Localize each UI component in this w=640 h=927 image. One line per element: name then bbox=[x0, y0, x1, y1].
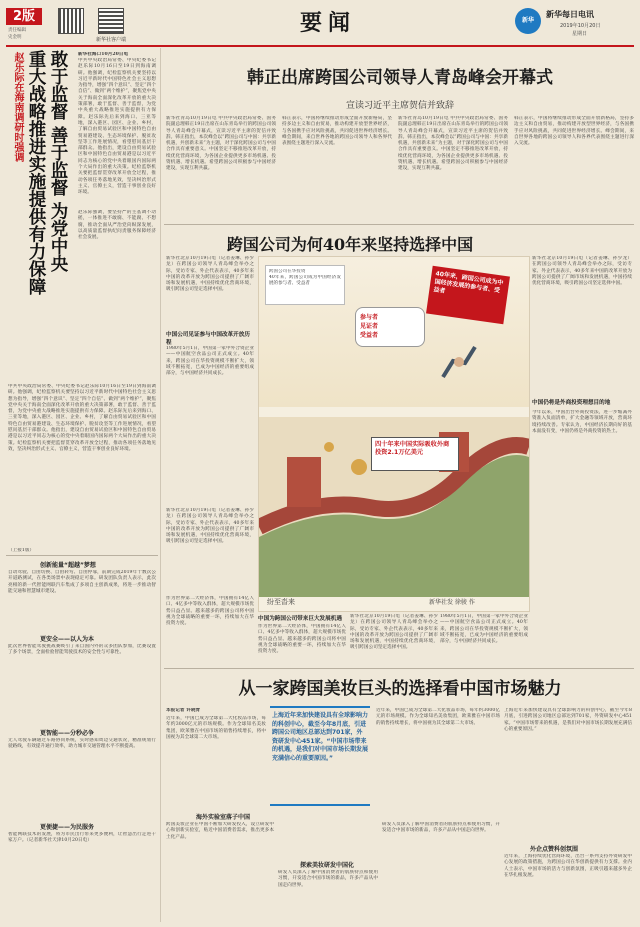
article-headline: 韩正出席跨国公司领导人青岛峰会开幕式 bbox=[247, 68, 553, 88]
section-body: 1980年5月1日，中国第一家中外合资企业——中国航空食品公司正式成立。40年来，跨国公司在华投资规模不断扩大，领域不断拓宽，已成为中国经济的重要组成部分，与中国经济共同成长。 bbox=[166, 346, 254, 377]
article-body: 新华社北京10月19日电（记者姜琳、孙少龙）在跨国公司领导人青岛峰会举办之际，受访专家、外企代表表示，40多年来中国的改革开放为跨国公司提供了广阔市场和发展机遇，中国持续优化营商环境，吸引跨国公司坚定选择中国。 bbox=[532, 256, 632, 287]
section-body: 近年来，上海持续优化营商环境，出台一系列支持外资研发中心发展的政策措施，为跨国公司在华创新提供有力支撑。业内人士表示，中国市场的活力与创新氛围，正吸引越来越多外企在华扎根发展。 bbox=[504, 854, 632, 878]
article-byline: 新华社海口10月20日电 bbox=[78, 52, 129, 57]
section-body: 跨国美妆企业在中国不断加大研发投入，设立研发中心和创新实验室，贴近中国消费者需求，推出更多本土化产品。 bbox=[166, 822, 274, 840]
bubble-line-2: 见证者 bbox=[360, 323, 379, 330]
section-body: 智能网联技术的发展，将为市民出行带来更多便利，让智慧出行走进千家万户。（记者新华社天津10月20日电） bbox=[8, 832, 156, 844]
illustration bbox=[258, 256, 530, 612]
handshake-icon bbox=[439, 337, 479, 387]
section-divider bbox=[164, 224, 634, 225]
source-note: （上接1版） bbox=[8, 548, 35, 553]
photo-credit: 新华社发 徐骏 作 bbox=[429, 599, 475, 606]
section-title: 要闻 bbox=[300, 11, 357, 36]
info-card-title: 40年来，跨国公司成为中国经济发展的参与者、受益者 bbox=[269, 275, 341, 286]
editor-name: 史金明 bbox=[8, 35, 22, 40]
article-body: 上海近年来加快建设具有全球影响力的科创中心，截至今年8月底，引进跨国公司地区总部达到701家，外资研发中心451家。“中国市场带来的机遇，是我们对中国市场长期发展充满信心的重要原因。” bbox=[504, 708, 632, 732]
subheading: 更便捷——为民服务 bbox=[40, 824, 95, 831]
article-headline-line2: 敢于监督 善于监督 为党中央 bbox=[48, 50, 68, 273]
section-body: 今年以来，中国出台外商投资法，进一步缩减外资准入负面清单，扩大金融等领域开放，营商环境持续改善。专家认为，中国经济长期向好的基本面没有变，中国仍将是外商投资的热土。 bbox=[532, 410, 632, 434]
artist-signature: 纷至沓来 bbox=[267, 598, 295, 606]
section-body: 1980年5月1日，中国第一家中外合资企业——中国航空食品公司正式成立。40年来，跨国公司在华投资规模不断扩大，领域不断拓宽，已成为中国经济的重要组成部分，与中国经济共同成长。 bbox=[440, 614, 528, 645]
article-subhead: 宣读习近平主席贺信并致辞 bbox=[345, 101, 454, 111]
subheading: 海外实验室落子中国 bbox=[196, 814, 251, 821]
article-byline: 本报记者 许晓青 bbox=[166, 708, 201, 713]
quote-box bbox=[270, 706, 370, 806]
section-body: 此次世界智能驾驶挑战赛吸引了来自国内外的众多团队参加，比赛设置了多个场景，全面检验智能驾驶技术的安全性与可靠性。 bbox=[8, 644, 156, 656]
article-body: 中共中央政治局常委、中央纪委书记赵乐际10月16日至19日到海南调研。他强调，纪检监察机关要坚持以习近平新时代中国特色社会主义思想为指导，增强“四个意识”、坚定“四个自信”、做到“两个维护”，聚焦党中央关于海南全面深化改革开放的重大决策部署，敢于监督、善于监督，为党中央重大战略推进实施提供有力保障。赵乐际先后来到海口、三亚等地，深入港区、园区、企业、乡村，了解自由贸易试验区和中国特色自由贸易港建设、生态环境保护、脱贫攻坚等工作进展情况，看望慰问基层干部群众。他指出，建设自由贸易试验区和中国特色自由贸易港是以习近平同志为核心的党中央着眼国内国际两个大局作出的重大决策。纪检监察机关要把监督贯穿改革开放全过程，推动各项任务落地见效，坚决纠治形式主义、官僚主义，营造干事创业良好环境。 bbox=[78, 58, 156, 196]
section-body: 研发人员深入了解中国消费者的肌肤特点和使用习惯，开发适合中国市场的新品，许多产品从中国走向世界。 bbox=[278, 870, 378, 888]
news-logo-icon: 新华 bbox=[515, 8, 541, 34]
bubble-line-3: 受益者 bbox=[360, 332, 379, 339]
subheading: 创新能量“超越”梦想 bbox=[40, 562, 96, 569]
article-body: 中共中央政治局常委、中央纪委书记赵乐际10月16日至19日到海南调研。他强调，纪检监察机关要坚持以习近平新时代中国特色社会主义思想为指导，增强“四个意识”、坚定“四个自信”、做到“两个维护”，聚焦党中央关于海南全面深化改革开放的重大决策部署，敢于监督、善于监督，为党中央重大战略推进实施提供有力保障。赵乐际先后来到海口、三亚等地，深入港区、园区、企业、乡村，了解自由贸易试验区和中国特色自由贸易港建设、生态环境保护、脱贫攻坚等工作进展情况，看望慰问基层干部群众。他指出，建设自由贸易试验区和中国特色自由贸易港是以习近平同志为核心的党中央着眼国内国际两个大局作出的重大决策。纪检监察机关要把监督贯穿改革开放全过程，推动各项任务落地见效，坚决纠治形式主义、官僚主义，营造干事创业良好环境。 bbox=[8, 384, 156, 452]
section-body: 研发人员深入了解中国消费者的肌肤特点和使用习惯，开发适合中国市场的新品，许多产品从中国走向世界。 bbox=[382, 822, 500, 834]
subheading: 更智能——分秒必争 bbox=[40, 730, 95, 737]
issue-weekday: 星期日 bbox=[572, 31, 588, 37]
subheading: 中国为跨国公司带来巨大发展机遇 bbox=[258, 616, 342, 622]
article-body: 近年来，中国已成为全球第二大化妆品市场，每年约3000亿元的市场规模。作为全球知名美妆集团，欧莱雅在中国市场的销售持续增长，将中国视为其全球第二大市场。 bbox=[166, 716, 266, 740]
section-body: 无人驾驶车辆通过车路协同系统，实时感知周边交通状况，精准规划行驶路线，有效提升通行效率，助力城市交通管理水平不断提高。 bbox=[8, 738, 156, 750]
section-body: 新华社北京10月19日电（记者姜琳、孙少龙）在跨国公司领导人青岛峰会举办之际，受访专家、外企代表表示，40多年来中国的改革开放为跨国公司提供了广阔市场和发展机遇，中国持续优化营商环境，吸引跨国公司坚定选择中国。 bbox=[350, 614, 438, 651]
article-headline: 从一家跨国美妆巨头的选择看中国市场魅力 bbox=[238, 679, 562, 699]
article-body: 作为世界第二大经济体，中国拥有14亿人口、4亿多中等收入群体，超大规模市场优势日益凸显。越来越多的跨国公司将中国视为全球战略的重要一环，持续加大在华投资力度。 bbox=[166, 596, 254, 627]
subheading: 中国仍将是外商投资理想目的地 bbox=[532, 400, 611, 406]
article-body: 韩正表示，中国将继续推动形成全面开放新格局，坚持多边主义和自由贸易，推动构建开放型世界经济，与各国携手应对风险挑战，共同促进世界经济增长。峰会期间，来自世界各地的跨国公司领导人和各界代表围绕主题进行深入交流。 bbox=[282, 116, 392, 147]
tag-badge: 40年来，跨国公司成为中国经济发展的参与者、受益者 bbox=[426, 266, 510, 324]
issue-date: 2019年10月20日 bbox=[560, 23, 601, 29]
editor-label: 责任编辑 bbox=[8, 28, 26, 33]
info-card-caption: 跨国公司在华投资 bbox=[269, 269, 306, 274]
column-divider bbox=[6, 555, 158, 556]
section-body: 新华社北京10月19日电（记者姜琳、孙少龙）在跨国公司领导人青岛峰会举办之际，受访专家、外企代表表示，40多年来中国的改革开放为跨国公司提供了广阔市场和发展机遇，中国持续优化营商环境，吸引跨国公司坚定选择中国。 bbox=[166, 508, 254, 545]
quote-text: 上海近年来加快建设具有全球影响力的科创中心，截至今年8月底，引进跨国公司地区总部达到701家，外资研发中心451家。“中国市场带来的机遇，是我们对中国市场长期发展充满信心的重要原因。” bbox=[272, 712, 369, 762]
section-divider bbox=[164, 668, 634, 669]
column-rule bbox=[160, 48, 161, 922]
article-kicker: 赵乐际在海南调研时强调 bbox=[12, 52, 23, 162]
page-number-badge: 2版 bbox=[6, 8, 42, 25]
article-body: 新华社青岛10月19日电 中共中央政治局常委、国务院副总理韩正19日出席在山东青岛举行的跨国公司领导人青岛峰会开幕式，宣读习近平主席的贺信并致辞。韩正指出，本次峰会以“跨国公司与中国：共享新机遇，共创新未来”为主题，对于深化跨国公司与中国合作具有重要意义。中国坚定不移推进改革开放，持续优化营商环境，为各国企业提供更多市场机遇、投资机遇、增长机遇。希望跨国公司积极参与中国经济建设，实现互利共赢。 bbox=[398, 116, 508, 172]
app-name: 新华社客户端 bbox=[96, 37, 127, 43]
speech-bubble bbox=[355, 307, 425, 347]
section-body: 自动驾驶、自由切换、自由转弯、自由停靠，前期完成2019年十数次公开道路测试，在各类场景中表现稳定可靠。研发团队负责人表示，此次亮相的新一代智能网联汽车集成了多项自主创新成果，将进一步推动智能交通和智慧城市建设。 bbox=[8, 570, 156, 594]
article-body: 近年来，中国已成为全球第二大化妆品市场，每年约3000亿元的市场规模。作为全球知名美妆集团，欧莱雅在中国市场的销售持续增长，将中国视为其全球第二大市场。 bbox=[376, 708, 500, 726]
article-headline: 跨国公司为何40年来坚持选择中国 bbox=[226, 235, 474, 254]
callout-box: 四十年来中国实际吸收外商投资2.1万亿美元 bbox=[371, 437, 459, 471]
subheading: 外企点赞科创氛围 bbox=[530, 846, 579, 853]
subheading: 更安全——以人为本 bbox=[40, 636, 95, 643]
info-card bbox=[265, 265, 345, 305]
article-headline-line1: 重大战略推进实施提供有力保障 bbox=[26, 50, 46, 295]
qr-code-icon bbox=[98, 8, 124, 34]
subheading: 中国公司见证参与中国改革开放历程 bbox=[166, 332, 250, 346]
subheading: 探索美妆研发中国化 bbox=[300, 862, 355, 869]
article-body: 赵乐际强调，要坚持严的主基调不动摇，一体推进不敢腐、不能腐、不想腐，推动全面从严治党向纵深发展，以高质量监督执纪问责服务保障经济社会发展。 bbox=[78, 210, 156, 241]
section-body: 作为世界第二大经济体，中国拥有14亿人口、4亿多中等收入群体，超大规模市场优势日益凸显。越来越多的跨国公司将中国视为全球战略的重要一环，持续加大在华投资力度。 bbox=[258, 624, 346, 655]
article-body: 新华社青岛10月19日电 中共中央政治局常委、国务院副总理韩正19日出席在山东青岛举行的跨国公司领导人青岛峰会开幕式，宣读习近平主席的贺信并致辞。韩正指出，本次峰会以“跨国公司与中国：共享新机遇，共创新未来”为主题，对于深化跨国公司与中国合作具有重要意义。中国坚定不移推进改革开放，持续优化营商环境，为各国企业提供更多市场机遇、投资机遇、增长机遇。希望跨国公司积极参与中国经济建设，实现互利共赢。 bbox=[166, 116, 276, 172]
article-body: 韩正表示，中国将继续推动形成全面开放新格局，坚持多边主义和自由贸易，推动构建开放型世界经济，与各国携手应对风险挑战，共同促进世界经济增长。峰会期间，来自世界各地的跨国公司领导人和各界代表围绕主题进行深入交流。 bbox=[514, 116, 634, 147]
masthead-divider bbox=[6, 45, 634, 47]
bubble-line-1: 参与者 bbox=[360, 314, 379, 321]
article-body: 新华社北京10月19日电（记者姜琳、孙少龙）在跨国公司领导人青岛峰会举办之际，受访专家、外企代表表示，40多年来中国的改革开放为跨国公司提供了广阔市场和发展机遇，中国持续优化营商环境，吸引跨国公司坚定选择中国。 bbox=[166, 256, 254, 293]
paper-name: 新华每日电讯 bbox=[546, 10, 594, 19]
qr-code-icon bbox=[58, 8, 84, 34]
